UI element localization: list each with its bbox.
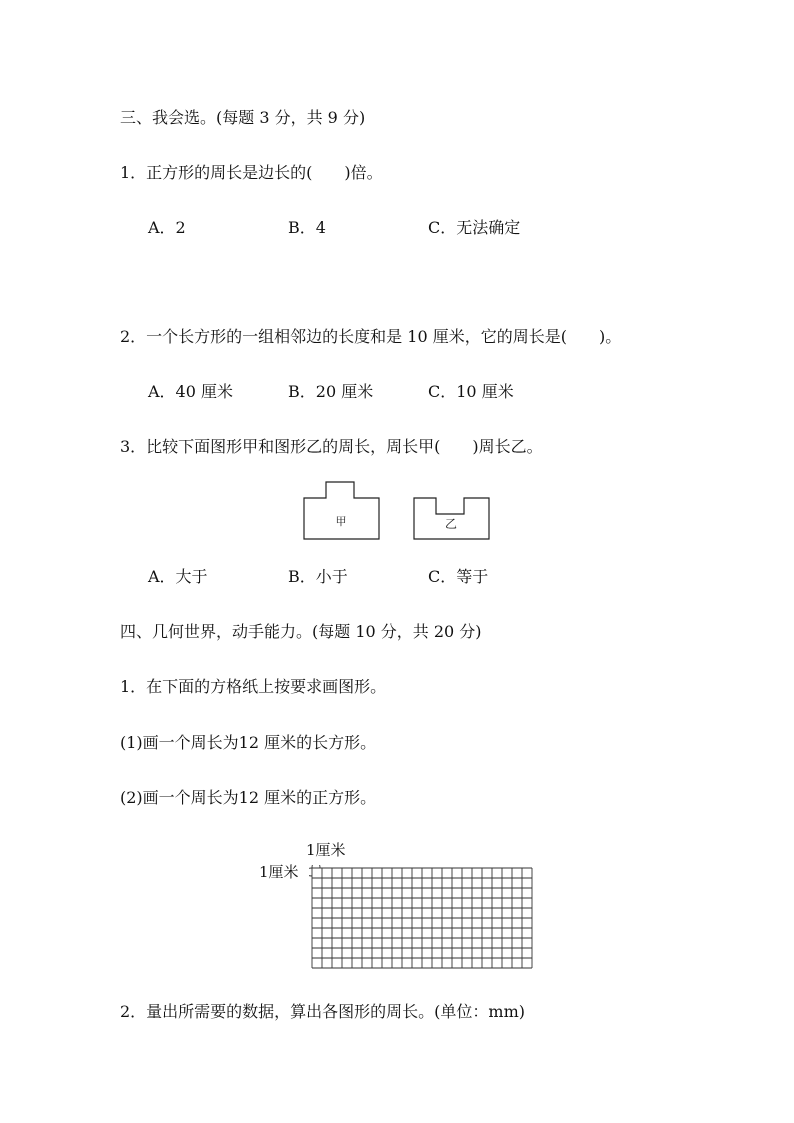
q1-option-c: C．无法确定: [428, 218, 521, 237]
s4-q1-sub1: (1)画一个周长为12 厘米的长方形。: [120, 733, 377, 752]
q3-stem: 3．比较下面图形甲和图形乙的周长，周长甲( )周长乙。: [120, 437, 543, 456]
shape-jia-outline: [304, 482, 379, 539]
q1-option-a: A．2: [148, 218, 186, 237]
s4-q1-stem: 1．在下面的方格纸上按要求画图形。: [120, 677, 387, 696]
q1-option-b: B．4: [288, 218, 326, 237]
s4-q1-sub2: (2)画一个周长为12 厘米的正方形。: [120, 788, 377, 807]
unit-brace-left: [309, 868, 312, 876]
q3-option-a: A．大于: [148, 567, 208, 586]
q2-option-b: B．20 厘米: [288, 382, 374, 401]
q3-option-b: B．小于: [288, 567, 348, 586]
shape-jia-label: 甲: [335, 515, 347, 528]
section3-heading: 三、我会选。(每题 3 分，共 9 分): [120, 108, 366, 127]
section4-heading: 四、几何世界，动手能力。(每题 10 分，共 20 分): [120, 622, 482, 641]
q1-stem: 1．正方形的周长是边长的( )倍。: [120, 163, 383, 182]
q2-stem: 2．一个长方形的一组相邻边的长度和是 10 厘米，它的周长是( )。: [120, 327, 622, 346]
q3-option-c: C．等于: [428, 567, 489, 586]
q2-option-c: C．10 厘米: [428, 382, 514, 401]
q3-shapes-figure: [300, 478, 495, 544]
shape-yi-label: 乙: [444, 517, 458, 531]
unit-brace-top: [312, 865, 320, 868]
s4-q2-stem: 2．量出所需要的数据，算出各图形的周长。(单位：mm): [120, 1002, 526, 1021]
grid-label-left: 1厘米: [259, 863, 299, 881]
q2-option-a: A．40 厘米: [148, 382, 234, 401]
grid-label-top: 1厘米: [306, 841, 346, 859]
grid-paper[interactable]: [309, 865, 535, 971]
